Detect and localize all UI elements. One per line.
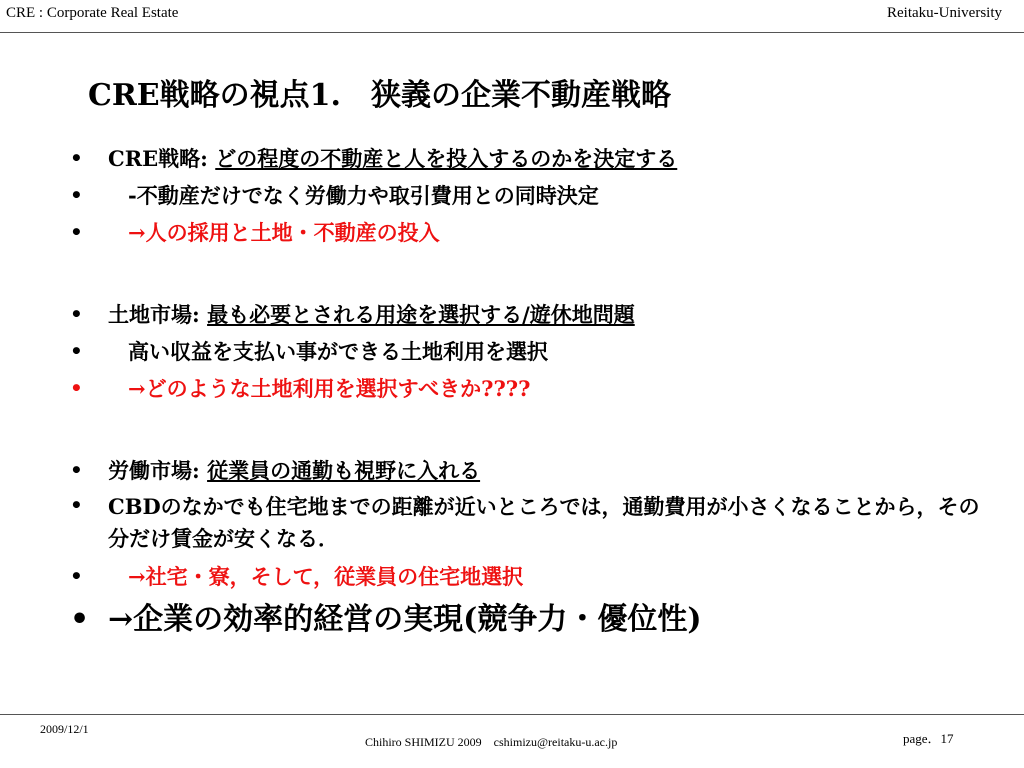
- bullet-label: 土地市場:: [108, 302, 200, 327]
- slide-header-left: CRE : Corporate Real Estate: [6, 5, 179, 21]
- bullet-gap: [68, 407, 988, 452]
- footer-date: 2009/12/1: [40, 722, 89, 736]
- bullet-simultaneous-decision: [68, 177, 988, 214]
- bullet-hiring-and-land: [68, 214, 988, 251]
- bullet-cre-strategy: [68, 140, 988, 177]
- bullet-text: CBDのなかでも住宅地までの距離が近いところでは，通勤費用が小さくなることから，その分だけ賃金が安くなる．: [108, 494, 980, 551]
- bullet-dot: •: [70, 458, 83, 482]
- bullet-text: -不動産だけでなく労働力や取引費用との同時決定: [128, 183, 599, 208]
- bullet-company-housing: [68, 558, 988, 595]
- bullet-dot: •: [70, 339, 83, 363]
- page-number: 17: [940, 731, 954, 746]
- bullet-text: 最も必要とされる用途を選択する/遊休地問題: [207, 302, 635, 327]
- bullet-which-land-use: [68, 370, 988, 407]
- bullet-dot: •: [70, 302, 83, 326]
- bullet-dot: •: [70, 564, 83, 588]
- bullet-text: →社宅・寮，そして，従業員の住宅地選択: [128, 564, 524, 589]
- bullet-labor-market: [68, 452, 988, 489]
- bullet-dot: •: [70, 493, 83, 517]
- header-divider: [0, 32, 1024, 33]
- bullet-text: 従業員の通勤も視野に入れる: [207, 458, 481, 483]
- footer-author: Chihiro SHIMIZU 2009 cshimizu@reitaku-u.ac.jp: [365, 735, 618, 749]
- bullet-label: 労働市場:: [108, 458, 200, 483]
- bullet-dot: •: [70, 220, 83, 244]
- bullet-high-return-land-use: [68, 333, 988, 370]
- bullet-dot: •: [70, 183, 83, 207]
- bullet-text: 高い収益を支払い事ができる土地利用を選択: [128, 339, 548, 364]
- bullet-cbd-wage: [68, 489, 988, 558]
- footer-page: [903, 728, 954, 747]
- bullet-text: どの程度の不動産と人を投入するのかを決定する: [215, 146, 678, 171]
- bullet-dot: •: [70, 376, 83, 400]
- slide-header-right: Reitaku-University: [887, 5, 1002, 21]
- bullet-dot: •: [70, 602, 90, 637]
- footer-divider: [0, 714, 1024, 715]
- bullet-land-market: [68, 296, 988, 333]
- page-label: page．: [903, 731, 941, 746]
- bullet-gap: [68, 251, 988, 296]
- slide-title: CRE戦略の視点1. 狭義の企業不動産戦略: [88, 78, 671, 113]
- bullet-dot: •: [70, 146, 83, 170]
- bullet-label: CRE戦略:: [108, 146, 208, 171]
- bullet-list: [68, 140, 988, 645]
- bullet-text: →企業の効率的経営の実現(競争力・優位性): [108, 602, 702, 637]
- bullet-text: →どのような土地利用を選択すべきか????: [128, 376, 531, 401]
- bullet-text: →人の採用と土地・不動産の投入: [128, 220, 440, 245]
- bullet-efficient-management: [68, 595, 988, 645]
